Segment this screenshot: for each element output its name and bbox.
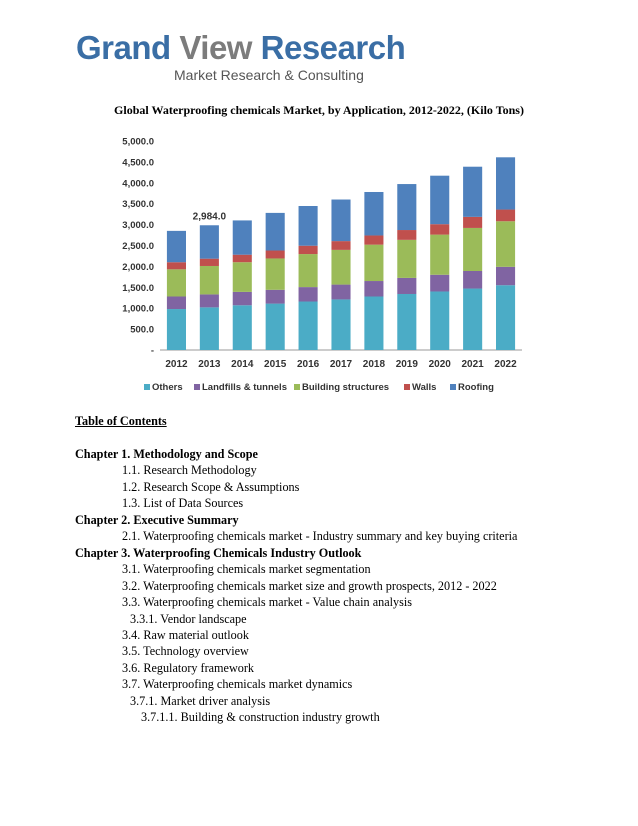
logo-word-research: Research (260, 29, 406, 66)
toc-entry: 2.1. Waterproofing chemicals market - Industry summary and key buying criteria (122, 529, 518, 544)
toc-entry: 3.4. Raw material outlook (122, 627, 249, 642)
x-tick-label: 2017 (329, 359, 353, 370)
legend-label: Roofing (458, 382, 494, 393)
y-tick-label: 3,000.0 (122, 220, 154, 232)
toc-entry: 3.7. Waterproofing chemicals market dynamics (122, 677, 353, 692)
x-tick-label: 2021 (461, 359, 484, 370)
bar-building-structures-2019 (397, 240, 416, 278)
bar-landfills-tunnels-2016 (299, 287, 318, 301)
y-tick-label: 4,000.0 (122, 178, 154, 190)
bar-landfills-tunnels-2013 (200, 294, 219, 307)
x-tick-label: 2022 (494, 359, 517, 370)
table-of-contents (75, 414, 615, 726)
toc-entry: 3.3. Waterproofing chemicals market - Value chain analysis (122, 595, 412, 610)
bar-building-structures-2014 (233, 262, 252, 292)
bar-building-structures-2020 (430, 235, 449, 275)
x-tick-label: 2014 (231, 359, 254, 370)
bar-others-2019 (397, 294, 416, 350)
legend-swatch-walls (404, 384, 410, 390)
bar-walls-2017 (331, 241, 350, 250)
y-tick-label: 1,000.0 (122, 303, 154, 315)
bar-landfills-tunnels-2015 (266, 290, 285, 304)
y-tick-label: 5,000.0 (122, 136, 154, 148)
toc-chapter: Chapter 3. Waterproofing Chemicals Industry Outlook (75, 545, 362, 560)
toc-entry: 1.1. Research Methodology (122, 463, 257, 478)
legend-label: Building structures (302, 382, 390, 393)
toc-heading: Table of Contents (75, 414, 167, 428)
toc-entry: 3.3.1. Vendor landscape (130, 611, 247, 626)
y-tick-label: 500.0 (130, 324, 154, 336)
bar-others-2012 (167, 309, 186, 350)
bar-roofing-2018 (364, 192, 383, 235)
x-tick-label: 2019 (395, 359, 418, 370)
bar-building-structures-2021 (463, 228, 482, 271)
toc-entry: 3.2. Waterproofing chemicals market size and growth prospects, 2012 - 2022 (122, 578, 497, 593)
bar-roofing-2020 (430, 176, 449, 224)
bar-others-2017 (331, 299, 350, 350)
toc-entry: 3.7.1. Market driver analysis (130, 693, 271, 708)
legend-label: Walls (412, 382, 437, 393)
toc-entry: 3.5. Technology overview (122, 644, 249, 659)
x-tick-label: 2015 (264, 359, 287, 370)
bar-walls-2022 (496, 210, 515, 222)
data-label: 2,984.0 (192, 211, 227, 223)
logo-wordmark (76, 30, 405, 66)
bar-roofing-2014 (233, 220, 252, 254)
legend-label: Landfills & tunnels (202, 382, 287, 393)
y-tick-label: 4,500.0 (122, 157, 154, 169)
x-tick-label: 2016 (296, 359, 320, 370)
toc-entry: 3.7.1.1. Building & construction industry growth (141, 710, 380, 725)
bar-roofing-2016 (299, 206, 318, 246)
logo-tagline: Market Research & Consulting (174, 67, 364, 83)
bar-building-structures-2022 (496, 221, 515, 267)
company-logo (76, 30, 405, 83)
toc-chapter: Chapter 2. Executive Summary (75, 512, 239, 527)
toc-list (75, 446, 615, 726)
bar-others-2022 (496, 285, 515, 350)
bar-landfills-tunnels-2014 (233, 292, 252, 305)
bar-building-structures-2017 (331, 250, 350, 285)
toc-chapter: Chapter 1. Methodology and Scope (75, 447, 258, 461)
x-tick-label: 2013 (198, 359, 221, 370)
x-tick-label: 2018 (362, 359, 386, 370)
toc-entry: 1.2. Research Scope & Assumptions (122, 479, 300, 494)
bar-building-structures-2018 (364, 245, 383, 281)
bar-building-structures-2013 (200, 266, 219, 294)
y-tick-label: 2,500.0 (122, 241, 154, 252)
stacked-bar-chart (100, 128, 540, 403)
bar-others-2020 (430, 291, 449, 350)
bar-landfills-tunnels-2019 (397, 278, 416, 294)
bar-building-structures-2015 (266, 258, 285, 289)
bar-others-2021 (463, 289, 482, 350)
y-tick-label: 2,000.0 (122, 261, 154, 273)
bar-walls-2013 (200, 259, 219, 266)
bar-others-2018 (364, 296, 383, 350)
bar-roofing-2019 (397, 184, 416, 230)
y-tick-label: 1,500.0 (122, 282, 154, 294)
bar-walls-2021 (463, 217, 482, 228)
bar-walls-2012 (167, 262, 186, 269)
bar-roofing-2017 (331, 200, 350, 242)
bar-others-2016 (299, 302, 318, 350)
bar-walls-2014 (233, 255, 252, 263)
bar-walls-2020 (430, 224, 449, 234)
legend-swatch-others (144, 384, 150, 390)
legend-label: Others (152, 382, 183, 393)
bar-landfills-tunnels-2020 (430, 275, 449, 292)
bar-roofing-2013 (200, 225, 219, 258)
bar-landfills-tunnels-2012 (167, 296, 186, 309)
bar-building-structures-2016 (299, 254, 318, 287)
bar-walls-2018 (364, 235, 383, 244)
bar-landfills-tunnels-2018 (364, 281, 383, 296)
bar-walls-2015 (266, 251, 285, 259)
toc-entry: 3.6. Regulatory framework (122, 660, 254, 675)
bar-walls-2019 (397, 230, 416, 240)
y-tick-label: 3,500.0 (122, 199, 154, 211)
toc-entry: 3.1. Waterproofing chemicals market segmentation (122, 562, 371, 577)
legend-swatch-landfills-tunnels (194, 384, 200, 390)
bar-roofing-2015 (266, 213, 285, 251)
toc-entry: 1.3. List of Data Sources (122, 496, 244, 511)
bar-landfills-tunnels-2017 (331, 285, 350, 300)
x-tick-label: 2020 (428, 359, 451, 370)
bar-landfills-tunnels-2021 (463, 271, 482, 289)
bar-roofing-2022 (496, 157, 515, 209)
chart-title: Global Waterproofing chemicals Market, by Application, 2012-2022, (Kilo Tons) (114, 103, 524, 117)
legend-swatch-building-structures (294, 384, 300, 390)
logo-word-view: View (179, 29, 252, 66)
bar-walls-2016 (299, 246, 318, 254)
bar-building-structures-2012 (167, 269, 186, 296)
bar-roofing-2021 (463, 167, 482, 217)
bar-landfills-tunnels-2022 (496, 267, 515, 285)
bar-others-2015 (266, 304, 285, 350)
legend-swatch-roofing (450, 384, 456, 390)
logo-word-grand: Grand (76, 29, 171, 66)
bar-roofing-2012 (167, 231, 186, 262)
bar-others-2013 (200, 307, 219, 350)
bar-others-2014 (233, 305, 252, 350)
x-tick-label: 2012 (165, 359, 188, 370)
y-tick-label: - (150, 345, 154, 357)
